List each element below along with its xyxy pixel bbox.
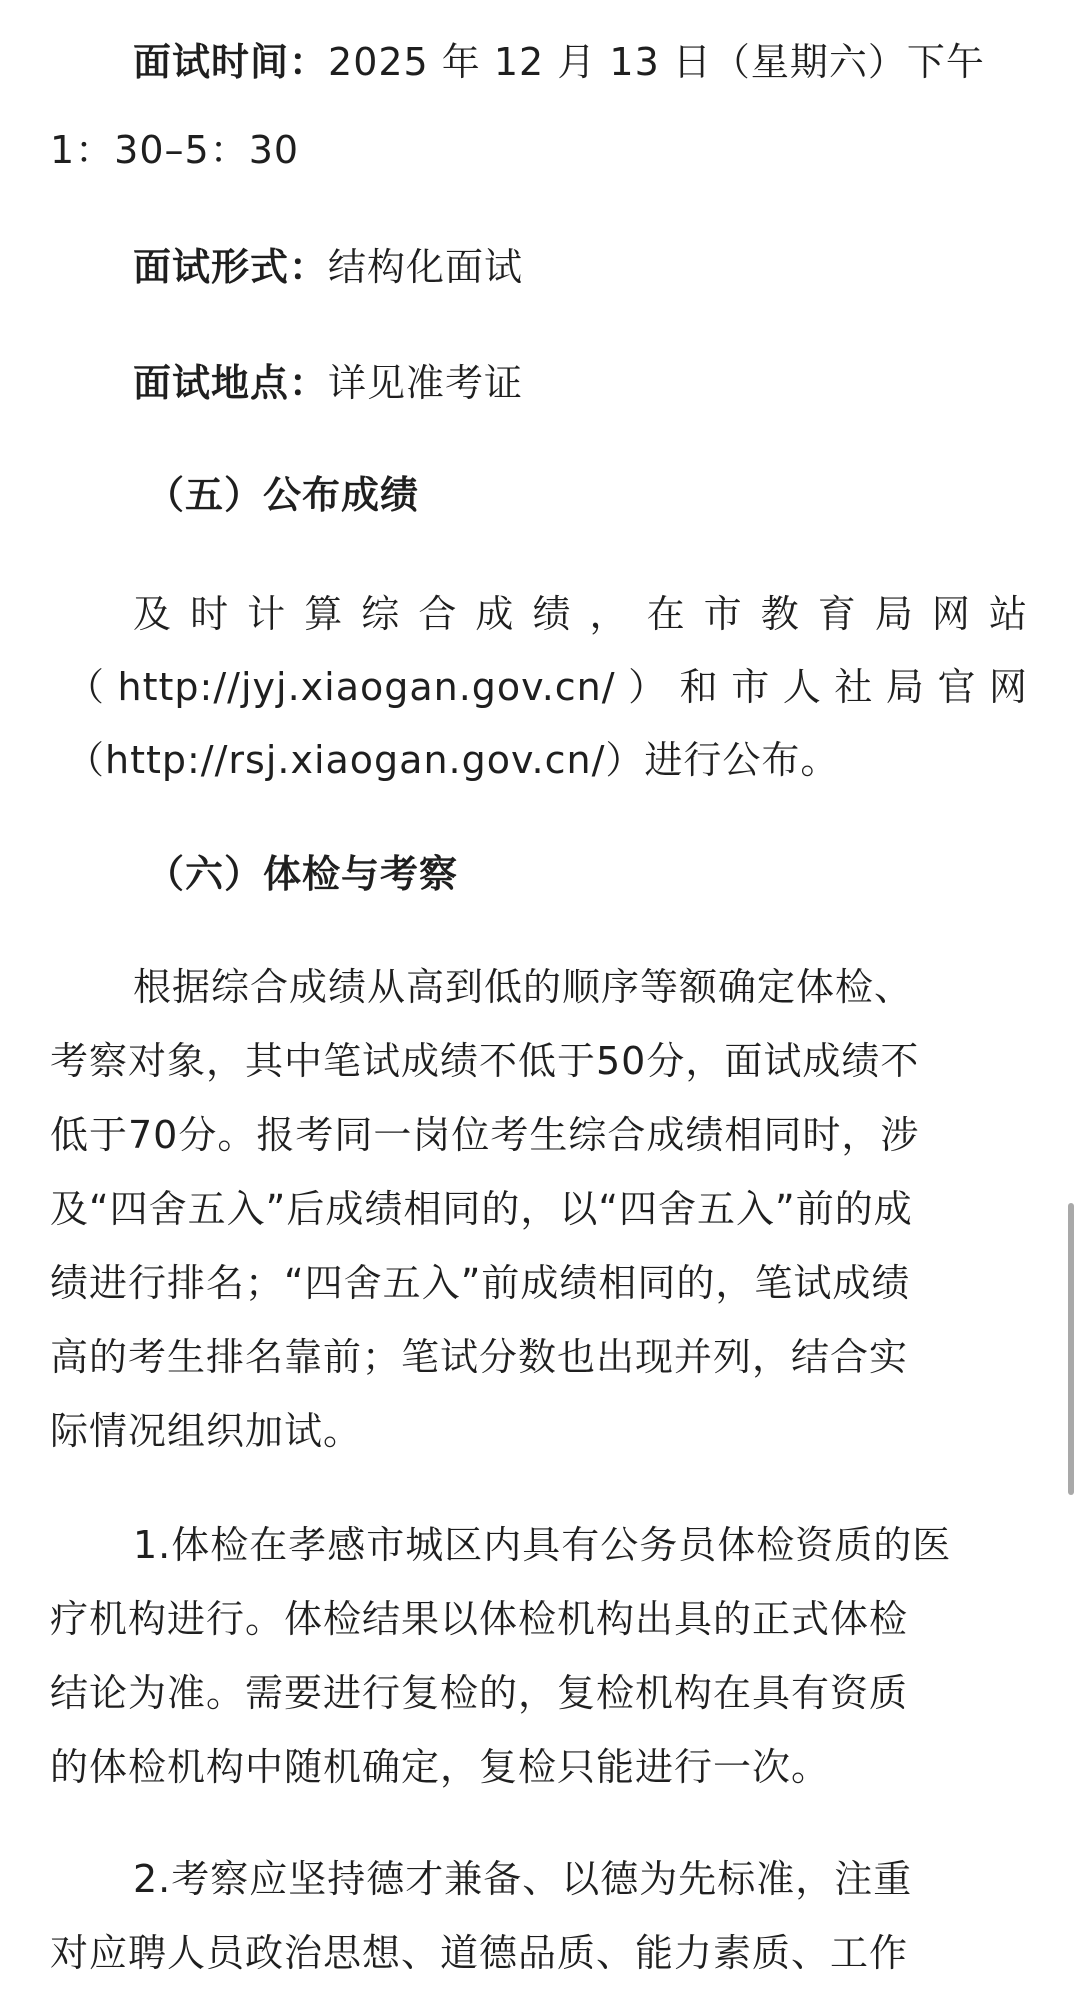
- vertical-scrollbar[interactable]: [1068, 1203, 1074, 1495]
- paragraph-line: 结论为准。需要进行复检的，复检机构在具有资质: [50, 1671, 909, 1715]
- section6-heading: （六）体检与考察: [146, 852, 459, 896]
- interview-form-label: 面试形式：: [133, 245, 329, 289]
- paragraph-line: 疗机构进行。体检结果以体检机构出具的正式体检: [50, 1597, 909, 1641]
- interview-place: [133, 346, 523, 420]
- paragraph-line: 低于70分。报考同一岗位考生综合成绩相同时，涉: [50, 1113, 920, 1157]
- paragraph-line: 1.体检在孝感市城区内具有公务员体检资质的医: [133, 1523, 952, 1567]
- paragraph-line: 际情况组织加试。: [50, 1409, 363, 1453]
- interview-place-value: 详见准考证: [328, 361, 524, 405]
- paragraph-line: 的体检机构中随机确定，复检只能进行一次。: [50, 1745, 831, 1789]
- interview-place-label: 面试地点：: [133, 361, 329, 405]
- section5-heading: （五）公布成绩: [146, 473, 420, 517]
- section5-line: （http://rsj.xiaogan.gov.cn/）进行公布。: [66, 738, 840, 782]
- interview-time-label: 面试时间：: [133, 40, 329, 84]
- interview-time-value: 2025 年 12 月 13 日（星期六）下午: [328, 40, 985, 84]
- paragraph-line: 对应聘人员政治思想、道德品质、能力素质、工作: [50, 1931, 909, 1975]
- paragraph-line: 及“四舍五入”后成绩相同的，以“四舍五入”前的成: [50, 1187, 913, 1231]
- paragraph-line: 高的考生排名靠前；笔试分数也出现并列，结合实: [50, 1335, 909, 1379]
- interview-form: [133, 230, 523, 304]
- interview-time-continued: 1：30–5：30: [50, 128, 300, 172]
- section5-line: 及时计算综合成绩，在市教育局网站: [133, 592, 1028, 636]
- paragraph-line: 根据综合成绩从高到低的顺序等额确定体检、: [133, 965, 914, 1009]
- paragraph-line: 考察对象，其中笔试成绩不低于50分，面试成绩不: [50, 1039, 920, 1083]
- paragraph-line: 绩进行排名；“四舍五入”前成绩相同的，笔试成绩: [50, 1261, 911, 1305]
- paragraph-line: 2.考察应坚持德才兼备、以德为先标准，注重: [133, 1857, 913, 1901]
- section5-line: （http://jyj.xiaogan.gov.cn/）和市人社局官网: [66, 665, 1028, 709]
- interview-form-value: 结构化面试: [328, 245, 524, 289]
- interview-time: [133, 25, 985, 99]
